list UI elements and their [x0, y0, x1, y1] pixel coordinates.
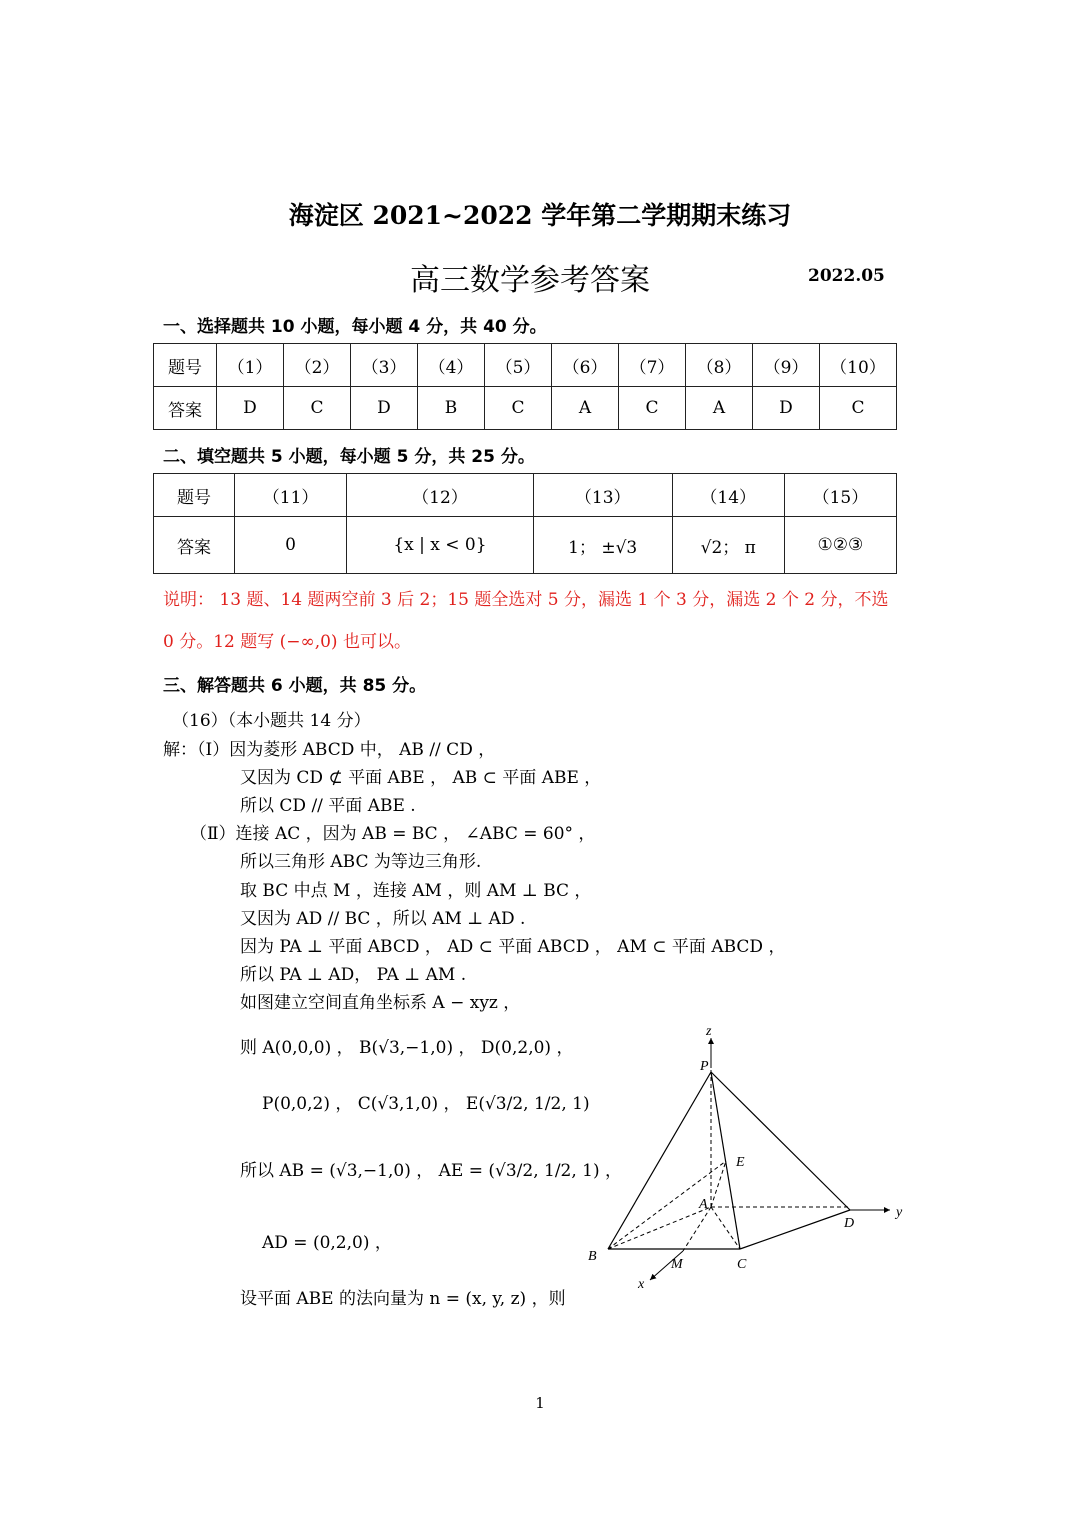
solution-line: 又因为 AD // BC ，所以 AM ⊥ AD .	[240, 909, 526, 929]
coordinates-line: P(0,0,2) ， C(√3,1,0) ， E(√3/2, 1/2, 1)	[262, 1094, 590, 1114]
pyramid-figure	[580, 1020, 910, 1300]
vector-line: AD = (0,2,0) ，	[262, 1233, 392, 1253]
question-number: （10）	[820, 344, 897, 387]
answer-cell: A	[552, 387, 619, 430]
answer-cell: {x | x < 0}	[347, 517, 534, 574]
answer-cell: D	[217, 387, 284, 430]
section2-heading: 二、填空题共 5 小题，每小题 5 分，共 25 分。	[163, 447, 535, 467]
answer-cell: C	[485, 387, 552, 430]
answer-cell: C	[619, 387, 686, 430]
choice-answer-table	[153, 343, 897, 430]
label-C: C	[737, 1257, 747, 1272]
label-E: E	[736, 1155, 745, 1170]
edge-AB	[608, 1207, 711, 1249]
page-number: 1	[535, 1394, 545, 1412]
vector-line: 所以 AB = (√3,−1,0) ， AE = (√3/2, 1/2, 1) ，	[240, 1161, 623, 1181]
label-A: A	[699, 1197, 708, 1212]
question-label: （16）（本小题共 14 分）	[172, 711, 371, 731]
question-number: （8）	[686, 344, 753, 387]
edge-PB	[608, 1072, 711, 1249]
solution-line: （Ⅱ）连接 AC ，因为 AB = BC ， ∠ABC = 60° ，	[190, 824, 596, 844]
question-number: （2）	[284, 344, 351, 387]
question-number: （7）	[619, 344, 686, 387]
solution-line: 又因为 CD ⊄ 平面 ABE ， AB ⊂ 平面 ABE ，	[240, 768, 602, 788]
answer-cell: ①②③	[784, 517, 896, 574]
row-label-answer: 答案	[154, 517, 235, 574]
question-number: （14）	[672, 474, 784, 517]
question-number: （4）	[418, 344, 485, 387]
answer-cell: C	[284, 387, 351, 430]
coordinates-line: 则 A(0,0,0) ， B(√3,−1,0) ， D(0,2,0) ，	[240, 1038, 574, 1058]
question-number: （1）	[217, 344, 284, 387]
answer-cell: B	[418, 387, 485, 430]
edge-BE	[608, 1161, 726, 1249]
document-subtitle: 高三数学参考答案	[410, 263, 650, 298]
question-number: （9）	[753, 344, 820, 387]
label-y: y	[896, 1205, 903, 1220]
label-P: P	[700, 1059, 709, 1074]
question-number: （12）	[347, 474, 534, 517]
document-title: 海淀区 2021~2022 学年第二学期期末练习	[288, 201, 792, 230]
edge-CD	[740, 1210, 850, 1249]
question-number: （3）	[351, 344, 418, 387]
answer-cell: √2； π	[672, 517, 784, 574]
x-axis-hidden	[683, 1207, 711, 1251]
label-x: x	[638, 1277, 645, 1292]
answer-cell: 0	[235, 517, 347, 574]
label-z: z	[706, 1024, 712, 1039]
solution-line: 因为 PA ⊥ 平面 ABCD ， AD ⊂ 平面 ABCD ， AM ⊂ 平面 ABCD ，	[240, 937, 786, 957]
question-number: （6）	[552, 344, 619, 387]
solution-line: 解：（Ⅰ）因为菱形 ABCD 中， AB // CD ，	[163, 740, 496, 760]
solution-line: 所以三角形 ABC 为等边三角形.	[240, 852, 482, 872]
edge-AE	[711, 1161, 726, 1207]
edge-AC	[711, 1207, 740, 1249]
question-number: （5）	[485, 344, 552, 387]
fill-answer-table	[153, 473, 897, 574]
section3-heading: 三、解答题共 6 小题，共 85 分。	[163, 676, 427, 696]
answer-cell: D	[753, 387, 820, 430]
answer-cell: A	[686, 387, 753, 430]
document-date: 2022.05	[808, 266, 885, 286]
row-label-answer: 答案	[154, 387, 217, 430]
solution-line: 所以 CD // 平面 ABE .	[240, 796, 416, 816]
solution-line: 所以 PA ⊥ AD， PA ⊥ AM .	[240, 965, 467, 985]
answer-cell: C	[820, 387, 897, 430]
question-number: （13）	[533, 474, 672, 517]
scoring-note-line1: 说明： 13 题、14 题两空前 3 后 2；15 题全选对 5 分，漏选 1 个 3 分，漏选 2 个 2 分，不选	[163, 590, 889, 610]
question-number: （15）	[784, 474, 896, 517]
answer-cell: 1； ±√3	[533, 517, 672, 574]
row-label-number: 题号	[154, 474, 235, 517]
answer-cell: D	[351, 387, 418, 430]
section1-heading: 一、选择题共 10 小题，每小题 4 分，共 40 分。	[163, 317, 547, 337]
normal-vector-line: 设平面 ABE 的法向量为 n = (x, y, z) ，则	[240, 1289, 566, 1309]
edge-PD	[711, 1072, 850, 1210]
label-D: D	[844, 1216, 855, 1231]
scoring-note-line2: 0 分。12 题写 (−∞,0) 也可以。	[163, 632, 411, 652]
label-B: B	[588, 1249, 597, 1264]
label-M: M	[671, 1257, 683, 1272]
question-number: （11）	[235, 474, 347, 517]
row-label-number: 题号	[154, 344, 217, 387]
solution-line: 取 BC 中点 M ，连接 AM ，则 AM ⊥ BC ，	[240, 881, 592, 901]
solution-line: 如图建立空间直角坐标系 A − xyz ，	[240, 993, 521, 1013]
